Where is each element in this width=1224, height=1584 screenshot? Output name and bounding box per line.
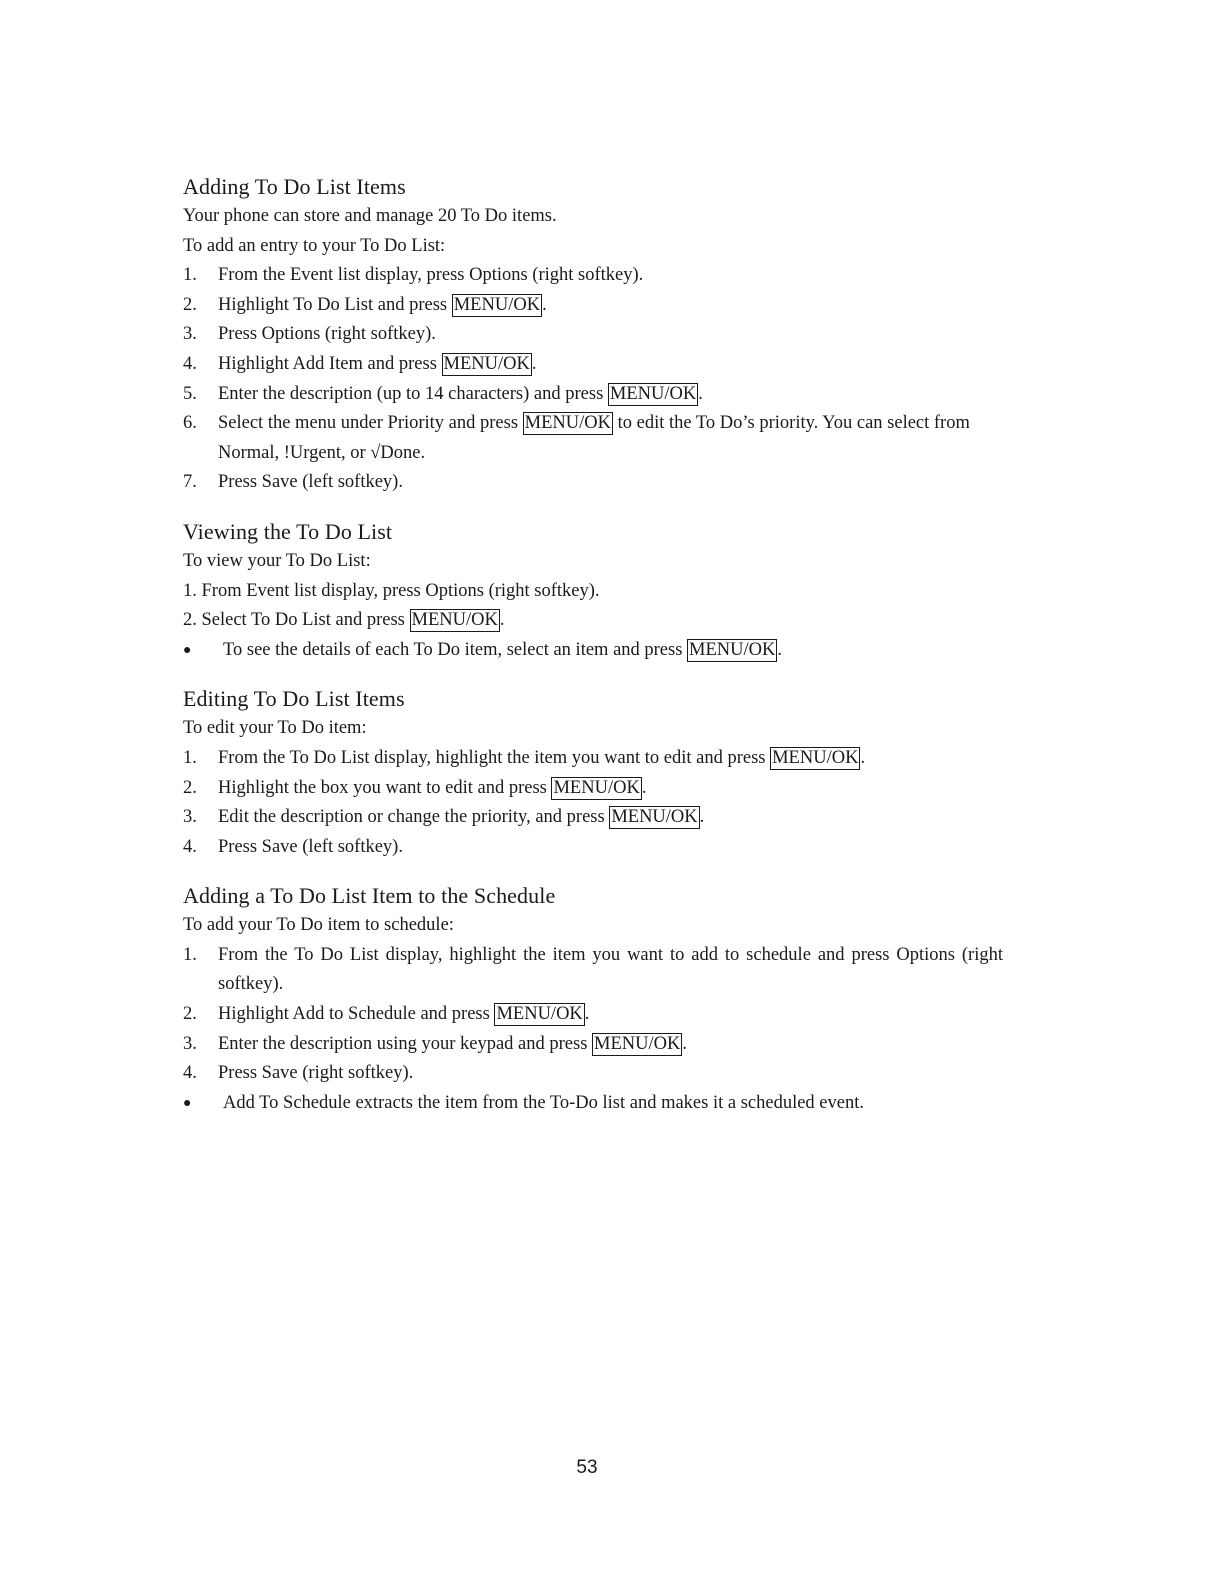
list-item [183,350,1003,380]
list-item [183,409,1003,468]
list-item [183,291,1003,321]
step-number: 4. [183,353,197,374]
step-text: Highlight Add Item and press [218,353,442,374]
intro-text: To add an entry to your To Do List: [183,235,446,256]
menu-ok-key: MENU/OK [553,777,640,798]
bullet-icon: ● [183,1095,192,1111]
step-text: Select the menu under Priority and press [218,413,523,434]
plain-step [183,577,1003,607]
bullet-icon: ● [183,642,192,658]
plain-step [183,606,1003,636]
step-number: 2. [183,294,197,315]
step-number: 1. [183,265,197,286]
step-number: 1. [183,944,197,965]
step-text-end: to edit the To Do’s priority. You can select from Normal, !Urgent, or √Done. [218,413,970,463]
section-heading: Viewing the To Do List [183,518,393,544]
step-text-end: . [641,777,647,798]
menu-ok-key: MENU/OK [453,294,541,315]
list-item [183,320,1003,350]
bullet-text: Add To Schedule extracts the item from the To-Do list and makes it a scheduled event. [223,1092,864,1113]
bullet-text: To see the details of each To Do item, select an item and press [223,639,688,660]
intro-text: To view your To Do List: [183,550,371,571]
steps-list [183,744,1003,862]
step-number: 7. [183,472,197,493]
step-text: From the Event list display, press Options (right softkey). [218,265,644,286]
step-text: Edit the description or change the priority, and press [218,807,610,828]
menu-ok-key: MENU/OK [496,1004,583,1025]
step-text-end: . [542,294,547,315]
menu-ok-key: MENU/OK [611,807,698,828]
step-text: Press Options (right softkey). [218,324,436,345]
list-item [183,1030,1003,1060]
list-item [183,468,1003,498]
section-adding-items [183,172,1003,498]
section-viewing-list [183,517,1003,665]
document-content [183,172,1003,1137]
menu-ok-key: MENU/OK [411,610,498,631]
section-add-to-schedule [183,881,1003,1118]
section-heading: Adding To Do List Items [183,174,406,199]
list-item [183,1000,1003,1030]
intro-text: To add your To Do item to schedule: [183,915,454,936]
step-text: Press Save (left softkey). [218,836,403,857]
section-heading: Editing To Do List Items [183,686,405,712]
menu-ok-key: MENU/OK [443,353,530,374]
step-text: Highlight To Do List and press [218,294,452,315]
page-number: 53 [576,1457,598,1478]
menu-ok-key: MENU/OK [524,413,612,434]
step-number: 1. [183,747,197,768]
intro-text: Your phone can store and manage 20 To Do items. [183,206,557,226]
list-item [183,803,1003,833]
list-item [183,744,1003,774]
step-text: Enter the description (up to 14 characters) and press [218,383,608,404]
step-number: 2. [183,777,197,798]
step-number: 4. [183,1063,197,1084]
step-number: 3. [183,807,197,828]
step-text-end: . [698,383,703,404]
list-item [183,261,1003,291]
step-number: 6. [183,413,197,434]
list-item [183,941,1003,1000]
step-number: 5. [183,383,197,404]
step-text: From the To Do List display, highlight the item you want to edit and press [218,747,771,768]
step-text-end: . [584,1004,590,1025]
steps-list [183,261,1003,498]
list-item [183,380,1003,410]
menu-ok-key: MENU/OK [609,383,697,404]
step-text: From the To Do List display, highlight the item you want to add to schedule and press Options (right softkey). [218,944,1003,995]
section-heading: Adding a To Do List Item to the Schedule [183,883,556,909]
step-text: 2. Select To Do List and press [183,610,410,631]
list-item [183,636,1003,666]
step-number: 3. [183,1033,197,1054]
list-item [183,1059,1003,1089]
list-item [183,774,1003,804]
step-text: Highlight the box you want to edit and press [218,777,552,798]
step-text: Enter the description using your keypad and press [218,1033,593,1054]
menu-ok-key: MENU/OK [594,1033,681,1054]
menu-ok-key: MENU/OK [689,639,776,660]
step-text-end: . [531,353,537,374]
bullet-list [183,636,1003,666]
intro-text: To edit your To Do item: [183,718,367,739]
step-text-end: . [699,807,705,828]
steps-list [183,941,1003,1089]
bullet-list [183,1089,1003,1119]
step-number: 3. [183,324,197,345]
bullet-text-end: . [777,639,783,660]
list-item [183,1089,1003,1119]
section-editing-items [183,684,1003,862]
menu-ok-key: MENU/OK [772,747,859,768]
step-text: 1. From Event list display, press Options (right softkey). [183,580,600,601]
step-text: Highlight Add to Schedule and press [218,1004,495,1025]
step-number: 2. [183,1004,197,1025]
step-text-end: . [499,610,505,631]
step-text: Press Save (right softkey). [218,1063,414,1084]
step-text-end: . [860,747,866,768]
step-text-end: . [682,1033,687,1054]
step-text: Press Save (left softkey). [218,472,403,493]
list-item [183,833,1003,863]
step-number: 4. [183,836,197,857]
